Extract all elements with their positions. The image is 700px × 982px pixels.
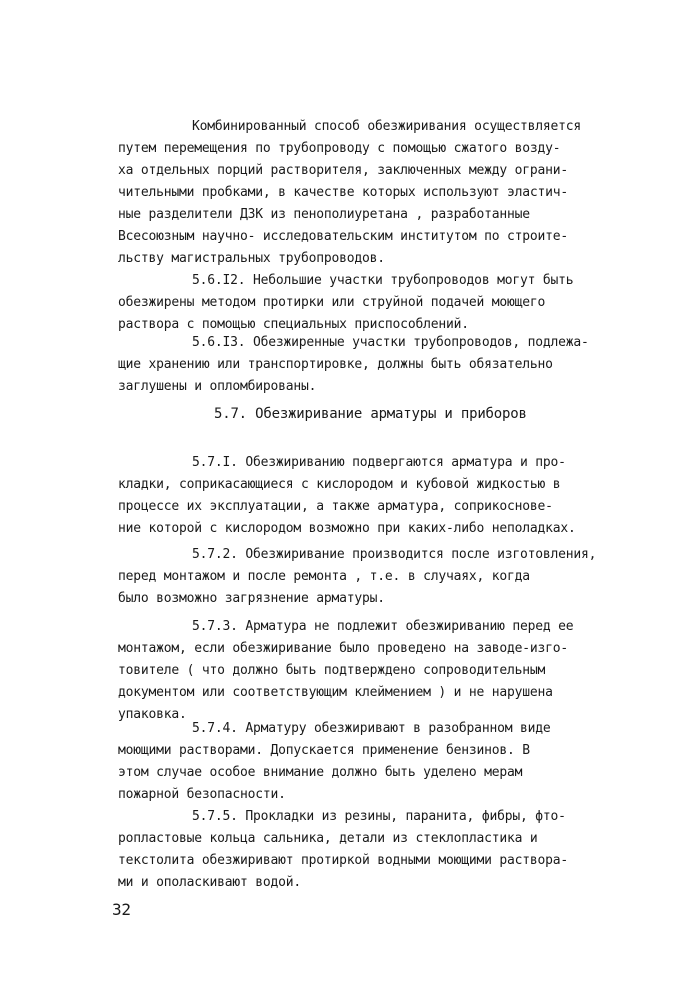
text-line: раствора с помощью специальных приспособлений. [118,317,469,332]
text-line: монтажом, если обезжиривание было проведено на заводе-изго- [118,641,568,656]
text-line: было возможно загрязнение арматуры. [118,591,385,606]
text-line: ха отдельных порций растворителя, заключенных между ограни- [118,163,568,178]
text-line: документом или соответствующим клеймением ) и не нарушена [118,685,553,700]
text-line: путем перемещения по трубопроводу с помощью сжатого возду- [118,141,561,156]
text-line: ние которой с кислородом возможно при каких-либо неполадках. [118,521,576,536]
paragraph-5-7-1 [118,452,658,540]
text-line: моющими растворами. Допускается применение бензинов. В [118,743,530,758]
text-line: ми и ополаскивают водой. [118,875,302,890]
paragraph-combined-degreasing [118,116,658,270]
text-line: 5.7.2. Обезжиривание производится после изготовления, [192,547,597,562]
section-heading: 5.7. Обезжиривание арматуры и приборов [214,406,527,422]
text-line: Комбинированный способ обезжиривания осуществляется [192,119,581,134]
text-line: льству магистральных трубопроводов. [118,251,385,266]
text-line: кладки, соприкасающиеся с кислородом и кубовой жидкостью в [118,477,561,492]
text-line: заглушены и опломбированы. [118,379,317,394]
text-line: 5.7.5. Прокладки из резины, паранита, фибры, фто- [192,809,566,824]
paragraph-5-7-2 [118,544,658,610]
text-line: 5.7.4. Арматуру обезжиривают в разобранном виде [192,721,551,736]
page-number: 32 [112,900,131,919]
text-line: товителе ( что должно быть подтверждено сопроводительным [118,663,546,678]
text-line: обезжирены методом протирки или струйной подачей моющего [118,295,546,310]
text-line: 5.6.I3. Обезжиренные участки трубопроводов, подлежа- [192,335,589,350]
text-line: перед монтажом и после ремонта , т.е. в случаях, когда [118,569,530,584]
text-line: Всесоюзным научно- исследовательским институтом по строите- [118,229,568,244]
text-line: 5.7.I. Обезжириванию подвергаются арматура и про- [192,455,566,470]
paragraph-5-7-3 [118,616,658,726]
text-line: ропластовые кольца сальника, детали из стеклопластика и [118,831,538,846]
text-line: процессе их эксплуатации, а также арматура, соприкоснове- [118,499,553,514]
text-line: этом случае особое внимание должно быть уделено мерам [118,765,523,780]
text-line: пожарной безопасности. [118,787,286,802]
paragraph-5-6-12 [118,270,658,336]
text-line: ные разделители ДЗК из пенополиуретана , разработанные [118,207,530,222]
text-line: 5.6.I2. Небольшие участки трубопроводов могут быть [192,273,574,288]
text-line: чительными пробками, в качестве которых используют эластич- [118,185,568,200]
text-line: щие хранению или транспортировке, должны быть обязательно [118,357,553,372]
text-line: текстолита обезжиривают протиркой водными моющими раствора- [118,853,568,868]
text-line: упаковка. [118,707,187,722]
paragraph-5-7-5 [118,806,658,894]
text-line: 5.7.3. Арматура не подлежит обезжириванию перед ее [192,619,574,634]
paragraph-5-6-13 [118,332,658,398]
paragraph-5-7-4 [118,718,658,806]
